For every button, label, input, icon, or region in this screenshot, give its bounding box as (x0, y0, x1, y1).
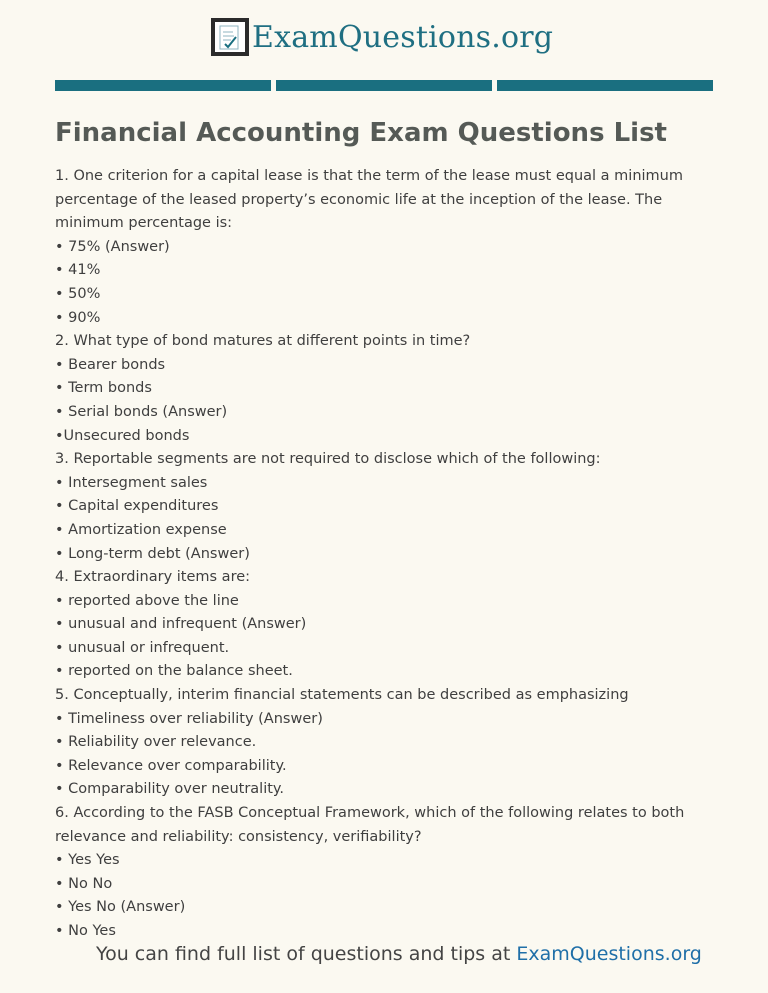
option-item: • Amortization expense (55, 521, 227, 538)
option-item: •Unsecured bonds (55, 427, 190, 444)
logo-icon (211, 18, 249, 56)
option-item: • unusual and infrequent (Answer) (55, 616, 307, 633)
option-item: • Reliability over relevance. (55, 734, 257, 751)
option-item: • Yes No (Answer) (55, 899, 186, 916)
divider-bar-2 (276, 80, 492, 91)
site-logo[interactable] (211, 18, 553, 56)
logo-text: ExamQuestions.org (252, 19, 554, 55)
option-item: • Relevance over comparability. (55, 757, 287, 774)
footer-text: You can find full list of questions and tips at (96, 943, 517, 965)
option-item: • Term bonds (55, 380, 152, 397)
question-2: 2. What type of bond matures at different points in time? (55, 333, 471, 350)
page-title: Financial Accounting Exam Questions List (55, 118, 667, 148)
option-item: • reported on the balance sheet. (55, 663, 293, 680)
option-item: • 75% (Answer) (55, 238, 170, 255)
option-item: • Comparability over neutrality. (55, 781, 285, 798)
option-item: • Intersegment sales (55, 474, 208, 491)
footer-link[interactable]: ExamQuestions.org (516, 943, 702, 965)
option-item: • unusual or infrequent. (55, 639, 230, 656)
option-item: • Long-term debt (Answer) (55, 545, 250, 562)
question-4: 4. Extraordinary items are: (55, 569, 251, 586)
divider-bar-3 (497, 80, 713, 91)
option-item: • 90% (55, 309, 101, 326)
question-5: 5. Conceptually, interim financial statements can be described as emphasizing (55, 687, 629, 704)
question-list (55, 165, 715, 944)
option-item: • 41% (55, 262, 101, 279)
question-3: 3. Reportable segments are not required to disclose which of the following: (55, 451, 601, 468)
option-item: • reported above the line (55, 592, 239, 609)
option-item: • 50% (55, 285, 101, 302)
option-item: • Timeliness over reliability (Answer) (55, 710, 323, 727)
question-1: 1. One criterion for a capital lease is that the term of the lease must equal a minimum percentage of the leased property’s economic life at the inception of the lease. The minimum percentage is: (55, 168, 683, 232)
option-item: • Capital expenditures (55, 498, 219, 515)
footer-note (96, 943, 702, 965)
option-item: • Yes Yes (55, 852, 120, 869)
option-item: • No No (55, 875, 113, 892)
question-6: 6. According to the FASB Conceptual Framework, which of the following relates to both relevance and reliability: consistency, verifiability? (55, 805, 685, 845)
option-item: • No Yes (55, 923, 116, 939)
header-divider (55, 80, 713, 91)
option-item: • Bearer bonds (55, 356, 166, 373)
option-item: • Serial bonds (Answer) (55, 403, 228, 420)
divider-bar-1 (55, 80, 271, 91)
